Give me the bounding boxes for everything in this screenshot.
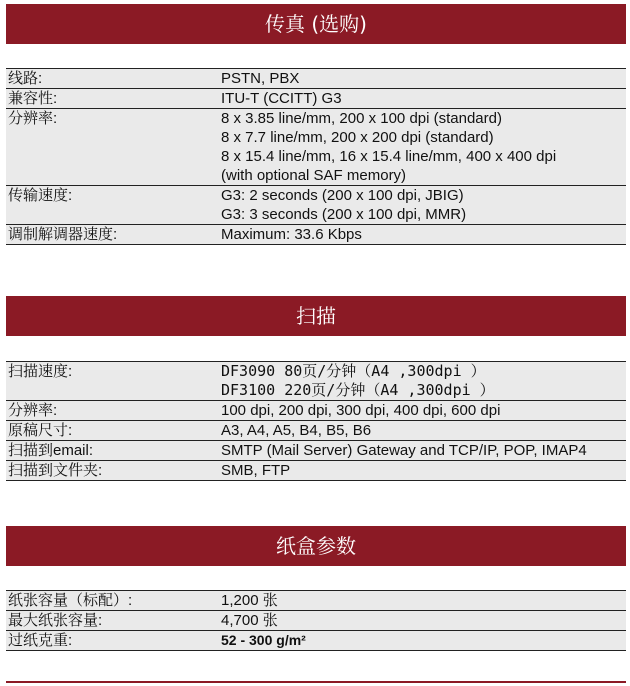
spec-row-max-paper-capacity xyxy=(6,611,626,631)
spec-label: 扫描速度: xyxy=(8,363,73,380)
bottom-divider xyxy=(6,681,626,683)
spec-label: 过纸克重: xyxy=(8,632,73,649)
spec-label: 传输速度: xyxy=(8,187,73,204)
spec-value: 1,200 张 xyxy=(221,592,278,609)
spec-value: G3: 2 seconds (200 x 100 dpi, JBIG) G3: 3 seconds (200 x 100 dpi, MMR) xyxy=(221,187,467,223)
spec-value: SMTP (Mail Server) Gateway and TCP/IP, POP, IMAP4 xyxy=(221,442,587,459)
paper-spec-table xyxy=(6,590,626,651)
spec-value: DF3090 80页/分钟（A4 ,300dpi ） DF3100 220页/分钟（A4 ,300dpi ） xyxy=(221,362,495,399)
spec-row-compatibility xyxy=(6,89,626,109)
spec-label: 线路: xyxy=(8,70,43,87)
scan-section-title: 扫描 xyxy=(6,296,626,336)
spec-row-paper-weight xyxy=(6,631,626,651)
spec-label: 纸张容量（标配）: xyxy=(8,592,133,609)
spec-row-scan-resolution xyxy=(6,401,626,421)
spec-row-resolution xyxy=(6,109,626,186)
spec-label: 最大纸张容量: xyxy=(8,612,103,629)
spec-row-scan-speed xyxy=(6,362,626,401)
spec-label: 分辨率: xyxy=(8,110,58,127)
spec-label: 兼容性: xyxy=(8,90,58,107)
fax-section-title: 传真 (选购) xyxy=(6,4,626,44)
spec-value: 4,700 张 xyxy=(221,612,278,629)
spec-value: 52 - 300 g/m² xyxy=(221,632,306,648)
spec-row-transmission-speed xyxy=(6,186,626,225)
spec-value: A3, A4, A5, B4, B5, B6 xyxy=(221,422,372,439)
paper-section-title: 纸盒参数 xyxy=(6,526,626,566)
spec-value: ITU-T (CCITT) G3 xyxy=(221,90,342,107)
spec-row-scan-to-folder xyxy=(6,461,626,481)
spec-row-scan-to-email xyxy=(6,441,626,461)
spec-value: 100 dpi, 200 dpi, 300 dpi, 400 dpi, 600 dpi xyxy=(221,402,501,419)
spec-row-modem-speed xyxy=(6,225,626,245)
spec-label: 扫描到文件夹: xyxy=(8,462,103,479)
spec-value: Maximum: 33.6 Kbps xyxy=(221,226,362,243)
spec-value: PSTN, PBX xyxy=(221,70,300,87)
spec-value: 8 x 3.85 line/mm, 200 x 100 dpi (standard) 8 x 7.7 line/mm, 200 x 200 dpi (standard) 8 x 15.4 line/mm, 16 x 15.4 line/mm, 400 x 400 dpi (with optional SAF memory) xyxy=(221,110,557,184)
scan-spec-table xyxy=(6,361,626,481)
spec-label: 扫描到email: xyxy=(8,442,94,459)
spec-row-paper-capacity xyxy=(6,591,626,611)
spec-value: SMB, FTP xyxy=(221,462,291,479)
spec-label: 调制解调器速度: xyxy=(8,226,118,243)
spec-label: 分辨率: xyxy=(8,402,58,419)
spec-row-original-size xyxy=(6,421,626,441)
spec-label: 原稿尺寸: xyxy=(8,422,73,439)
fax-spec-table xyxy=(6,68,626,245)
spec-row-line xyxy=(6,69,626,89)
